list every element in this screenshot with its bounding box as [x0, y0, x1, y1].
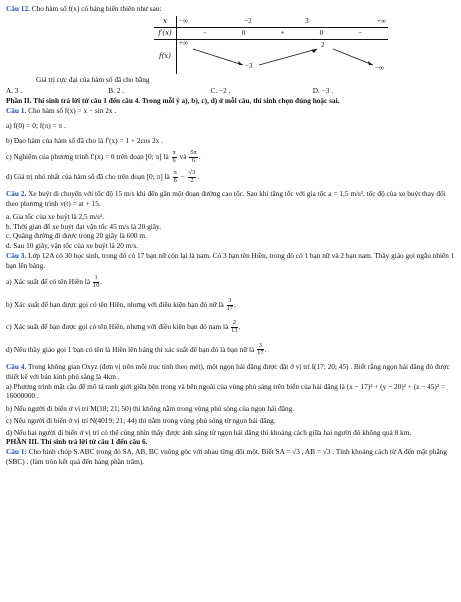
c1-d: d) Giá trị nhỏ nhất của hàm số đã cho trên đoạn [0; π] là $\frac{\pi}{6}$ − $\frac{√3}{2}$ .: [6, 168, 200, 184]
c2-text: Xe buýt di chuyển với tốc độ 15 m/s khi đến gần một đoạn đường cao tốc. Sau khi tăng tốc với gia tốc a = 1,5 m/s², tốc độ của xe buýt thay đổi theo phương trình v(t) = at + 15.: [6, 189, 446, 208]
c1-c: c) Nghiệm của phương trình f′(x) = 0 trên đoạn [0; π] là $\frac{\pi}{6}$ và $\frac{5\pi}{6}$ .: [6, 149, 201, 165]
p3c1-stem: [6, 447, 455, 467]
q12-options: [6, 86, 455, 96]
q12-prompt: Giá trị cực đại của hàm số đã cho bằng: [36, 74, 150, 84]
part2-title: Phần II. Thí sinh trả lời từ câu 1 đến câu 4. Trong mỗi ý a), b), c), d) ở mỗi câu, thí sinh chọn đúng hoặc sai.: [6, 96, 340, 106]
c3-c: c) Xác suất để bạn được gọi có tên Hiền, nhưng với điều kiện bạn đó nam là $\frac{2}{13}$ .: [6, 319, 241, 334]
p3c1-label: Câu 1:: [6, 447, 27, 457]
vt-f-1: −3: [245, 61, 253, 70]
q12-option-c: C. −2 .: [210, 85, 231, 95]
vt-f-2: 2: [321, 40, 325, 49]
q12-option-d: D. −3 .: [312, 85, 334, 95]
c1-a: a) f(0) = 0; f(π) = π .: [6, 120, 66, 130]
c1-d-frac2: $\frac{√3}{2}$: [188, 168, 196, 184]
vt-fp-4: −: [358, 28, 363, 37]
q12-label: Câu 12.: [6, 4, 30, 13]
q12-option-a: A. 3 .: [6, 85, 23, 95]
vt-x-label: x: [154, 16, 177, 28]
c3-label: Câu 3.: [6, 250, 27, 260]
c1-c-frac2: $\frac{5\pi}{6}$: [190, 149, 197, 165]
vt-fp-label: f′(x): [154, 27, 177, 39]
c3-text: Lớp 12A có 30 học sinh, trong đó có 17 bạn nữ còn lại là nam. Có 3 bạn tên Hiền, trong đó có 1 bạn nữ và 2 bạn nam. Thầy giáo gọi ngẫu nhiên 1 bạn lên bảng.: [6, 250, 455, 270]
c1-label: Câu 1.: [6, 106, 27, 116]
vt-f-3: −∞: [375, 63, 384, 72]
c1-c-frac1: $\frac{\pi}{6}$: [172, 149, 176, 165]
c3-stem: [6, 251, 455, 271]
c2-c: c. Quãng đường đi được trong 20 giây là 600 m.: [6, 231, 147, 241]
c1-text: Cho hàm số f(x) = x − sin 2x .: [28, 106, 117, 116]
vt-fp-0: −: [202, 28, 207, 37]
c4-label: Câu 4.: [6, 362, 27, 372]
c4-a: a) Phương trình mặt cầu để mô tả ranh giới giữa bên trong và bên ngoài của vùng phủ sáng trên biển của hải đăng là (x − 17)² + (y − 20)² + (z − 45)² = 16000000 .: [6, 381, 445, 401]
vt-fp-2: +: [280, 28, 285, 37]
vt-x-3: +∞: [339, 16, 388, 28]
vt-f-row: [177, 39, 389, 74]
c1-b: b) Đạo hàm của hàm số đã cho là f′(x) = 1 + 2cos 2x .: [6, 135, 163, 145]
c3-b: b) Xác suất để bạn được gọi có tên Hiền, nhưng với điều kiện bạn đó nữ là $\frac{3}{17}$ .: [6, 296, 236, 312]
c2-b: b. Thời gian để xe buýt đạt vận tốc 45 m/s là 20 giây.: [6, 221, 162, 231]
c1-stem: [6, 106, 455, 116]
c4-c: c) Nếu người đi biển ở vị trí N(4019; 21; 44) thì nằm trong vùng phủ sóng từ ngọn hải đăng.: [6, 415, 276, 425]
c2-d: d. Sau 10 giây, vận tốc của xe buýt là 20 m/s.: [6, 241, 139, 251]
c4-d: d) Nếu hai người đi biển ở vị trí có thể cùng nhìn thấy được ánh sáng từ ngọn hải đăng thì khoảng cách giữa hai người đó không quá 8 km.: [6, 427, 412, 437]
p3c1-text: Cho hình chóp S.ABC trong đó SA, AB, BC vuông góc với nhau từng đôi một. Biết SA = √3 , AB = √3 . Tính khoảng cách từ A đến mặt phẳng (SBC) . (làm tròn kết quả đến hàng phần trăm).: [6, 447, 447, 466]
c4-stem: [6, 362, 455, 382]
c4-text: Trong không gian Oxyz (đơn vị trên mỗi trục tính theo mét), một ngọn hải đăng được đặt ở vị trí I(17; 20; 45) . Biết rằng ngọn hải đăng đó được thiết kế với bán kính phủ sáng là 4km .: [6, 362, 450, 381]
c1-d-frac1: $\frac{\pi}{6}$: [173, 168, 177, 184]
q12-text: Cho hàm số f(x) có bảng biến thiên như sau:: [31, 4, 162, 13]
vt-arrows: [177, 40, 391, 74]
c4-b: b) Nếu người đi biển ở vị trí M(18; 21; 50) thì không nằm trong vùng phủ sóng của ngọn hải đăng.: [6, 404, 295, 414]
vt-x-2: 3: [275, 16, 339, 28]
vt-x-1: −2: [221, 16, 275, 28]
c2-label: Câu 2.: [6, 189, 27, 199]
variation-table: [154, 16, 388, 74]
vt-fp-1: 0: [241, 28, 246, 37]
c2-a: a. Gia tốc của xe buýt là 2,5 m/s².: [6, 211, 105, 221]
vt-x-0: −∞: [177, 16, 222, 28]
c2-stem: [6, 189, 455, 209]
part3-title: PHẦN III. Thí sinh trả lời từ câu 1 đến câu 6.: [6, 437, 148, 447]
q12-stem: [6, 4, 455, 14]
vt-fp-3: 0: [319, 28, 324, 37]
c3-a: a) Xác suất để có tên Hiền là $\frac{1}{10}$ .: [6, 274, 103, 290]
q12-option-b: B. 2 .: [108, 85, 125, 95]
c3-d: d) Nếu thầy giáo gọi 1 bạn có tên là Hiền lên bảng thì xác suất để bạn đó là bạn nữ là $\frac{3}{17}$ .: [6, 341, 267, 357]
vt-f-label: f(x): [154, 39, 177, 74]
vt-f-0: +∞: [179, 38, 188, 47]
